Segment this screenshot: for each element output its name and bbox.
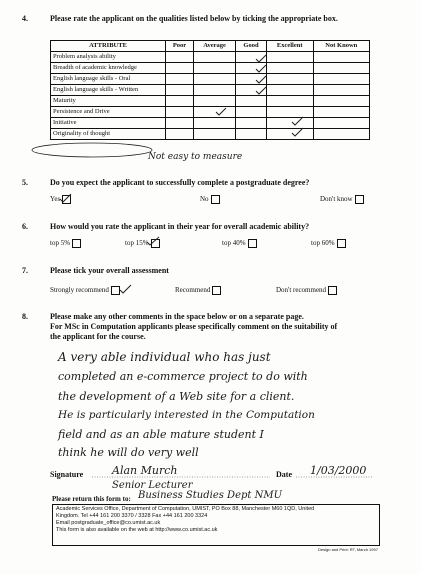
q6-top60-checkbox[interactable] <box>337 239 346 248</box>
header-average: Average <box>193 41 235 52</box>
cell-good[interactable] <box>236 74 267 85</box>
cell-good[interactable] <box>236 118 267 129</box>
cell-good[interactable] <box>236 63 267 74</box>
table-row <box>51 74 370 85</box>
cell-excellent[interactable] <box>266 74 313 85</box>
q8-line3: the applicant for the course. <box>50 332 146 341</box>
cell-excellent[interactable] <box>266 85 313 96</box>
return-value: Business Studies Dept NMU <box>138 490 283 501</box>
q6-text: How would you rate the applicant in their year for overall academic ability? <box>50 222 310 231</box>
header-attribute: ATTRIBUTE <box>51 41 166 52</box>
row-label: Persistence and Drive <box>51 107 166 118</box>
q6-top5-checkbox[interactable] <box>72 239 81 248</box>
date-label: Date <box>276 470 292 479</box>
cell-average[interactable] <box>193 129 235 140</box>
tick-strong <box>120 285 131 293</box>
address-email: Email postgraduate_office@co.umist.ac.uk <box>56 520 161 526</box>
row-label: Breadth of academic knowledge <box>51 63 166 74</box>
q7-recommend-label: Recommend <box>175 286 211 295</box>
address-web: This form is also available on the web at http://www.co.umist.ac.uk <box>56 527 218 533</box>
cell-excellent[interactable] <box>266 129 313 140</box>
q7-number: 7. <box>22 266 28 275</box>
cell-excellent[interactable] <box>266 118 313 129</box>
q6-top15-checkbox[interactable] <box>151 239 160 248</box>
q8-number: 8. <box>22 312 28 321</box>
header-poor: Poor <box>166 41 194 52</box>
cell-not-known[interactable] <box>313 107 369 118</box>
cell-not-known[interactable] <box>313 85 369 96</box>
q6-top60-label: top 60% <box>311 239 335 248</box>
q5-no-checkbox[interactable] <box>211 195 220 204</box>
return-label: Please return this form to: <box>52 495 131 503</box>
signer-title: Senior Lecturer <box>112 480 193 491</box>
table-row <box>51 118 370 129</box>
q5-no-option[interactable] <box>200 195 220 204</box>
q8-line1: Please make any other comments in the space below or on a separate page. <box>50 312 304 321</box>
date-value: 1/03/2000 <box>310 464 367 477</box>
cell-good[interactable] <box>236 52 267 63</box>
q4-number: 4. <box>22 14 28 23</box>
cell-good[interactable] <box>236 96 267 107</box>
cell-poor[interactable] <box>166 96 194 107</box>
address-line-2: Kingdom. Tel +44 161 200 3370 / 3328 Fax +44 161 200 3324 <box>56 513 208 519</box>
cell-good[interactable] <box>236 85 267 96</box>
q6-top40-label: top 40% <box>222 239 246 248</box>
comment-line: completed an e-commerce project to do with <box>58 370 308 383</box>
header-excellent: Excellent <box>266 41 313 52</box>
cell-not-known[interactable] <box>313 63 369 74</box>
q6-top5-option[interactable] <box>50 239 81 248</box>
address-line-1: Academic Services Office, Department of Computation, UMIST, PO Box 88, Manchester M60 1QD, United <box>56 506 315 512</box>
cell-not-known[interactable] <box>313 74 369 85</box>
row-label: English language skills - Written <box>51 85 166 96</box>
q5-number: 5. <box>22 178 28 187</box>
q7-strong-label: Strongly recommend <box>50 286 109 295</box>
table-row <box>51 96 370 107</box>
comment-line: field and as an able mature student I <box>58 428 264 441</box>
q4-text: Please rate the applicant on the qualities listed below by ticking the appropriate box. <box>50 14 338 23</box>
row-label: English language skills - Oral <box>51 74 166 85</box>
cell-poor[interactable] <box>166 129 194 140</box>
q5-no-label: No <box>200 195 209 204</box>
q6-top15-option[interactable] <box>125 239 160 248</box>
q7-recommend-checkbox[interactable] <box>212 286 221 295</box>
circle-originality <box>32 143 152 157</box>
comment-line: A very able individual who has just <box>58 350 271 364</box>
cell-good[interactable] <box>236 107 267 118</box>
cell-average[interactable] <box>193 96 235 107</box>
q6-top40-checkbox[interactable] <box>248 239 257 248</box>
q7-text: Please tick your overall assessment <box>50 266 169 275</box>
row-label: Originality of thought <box>51 129 166 140</box>
cell-average[interactable] <box>193 74 235 85</box>
q7-recommend-option[interactable] <box>175 286 221 295</box>
row-label: Maturity <box>51 96 166 107</box>
q5-yes-label: Yes <box>50 195 61 204</box>
table-header-row <box>51 41 370 52</box>
table-row <box>51 52 370 63</box>
design-credit: Design and Print: RT, March 1997 <box>318 547 378 552</box>
cell-average[interactable] <box>193 85 235 96</box>
q5-dontknow-label: Don't know <box>320 195 353 204</box>
q5-dontknow-checkbox[interactable] <box>355 195 364 204</box>
row-label: Problem analysis ability <box>51 52 166 63</box>
return-address-box <box>52 504 380 546</box>
table-row <box>51 107 370 118</box>
q7-dont-option[interactable] <box>276 286 337 295</box>
cell-not-known[interactable] <box>313 129 369 140</box>
comment-line: He is particularly interested in the Computation <box>58 409 315 421</box>
q6-top15-label: top 15% <box>125 239 149 248</box>
q6-top40-option[interactable] <box>222 239 257 248</box>
q7-dont-label: Don't recommend <box>276 286 327 295</box>
cell-average[interactable] <box>193 118 235 129</box>
cell-poor[interactable] <box>166 118 194 129</box>
cell-average[interactable] <box>193 107 235 118</box>
row-label: Initiative <box>51 118 166 129</box>
q6-number: 6. <box>22 222 28 231</box>
cell-excellent[interactable] <box>266 107 313 118</box>
q6-top5-label: top 5% <box>50 239 71 248</box>
cell-average[interactable] <box>193 63 235 74</box>
cell-poor[interactable] <box>166 63 194 74</box>
table-row <box>51 63 370 74</box>
cell-average[interactable] <box>193 52 235 63</box>
q4-handwritten-note: Not easy to measure <box>148 152 243 162</box>
cell-excellent[interactable] <box>266 52 313 63</box>
q5-text: Do you expect the applicant to successfully complete a postgraduate degree? <box>50 178 310 187</box>
cell-excellent[interactable] <box>266 96 313 107</box>
cell-poor[interactable] <box>166 107 194 118</box>
cell-poor[interactable] <box>166 52 194 63</box>
cell-good[interactable] <box>236 129 267 140</box>
q6-top60-option[interactable] <box>311 239 346 248</box>
q7-dont-checkbox[interactable] <box>328 286 337 295</box>
table-row <box>51 129 370 140</box>
comment-line: the development of a Web site for a client. <box>58 390 295 403</box>
table-row <box>51 85 370 96</box>
attribute-rating-table <box>50 40 370 140</box>
q5-yes-option[interactable] <box>50 195 71 204</box>
q7-strong-option[interactable] <box>50 286 120 295</box>
header-not-known: Not Known <box>313 41 369 52</box>
q8-line2: For MSc in Computation applicants please specifically comment on the suitability of <box>50 322 338 331</box>
cell-poor[interactable] <box>166 85 194 96</box>
cell-not-known[interactable] <box>313 52 369 63</box>
signature-value: Alan Murch <box>112 464 178 477</box>
cell-not-known[interactable] <box>313 96 369 107</box>
cell-excellent[interactable] <box>266 63 313 74</box>
signature-label: Signature <box>50 470 84 479</box>
comment-line: think he will do very well <box>58 446 199 459</box>
q7-strong-checkbox[interactable] <box>111 286 120 295</box>
header-good: Good <box>236 41 267 52</box>
cell-poor[interactable] <box>166 74 194 85</box>
q5-yes-checkbox[interactable] <box>62 195 71 204</box>
cell-not-known[interactable] <box>313 118 369 129</box>
q5-dontknow-option[interactable] <box>320 195 364 204</box>
